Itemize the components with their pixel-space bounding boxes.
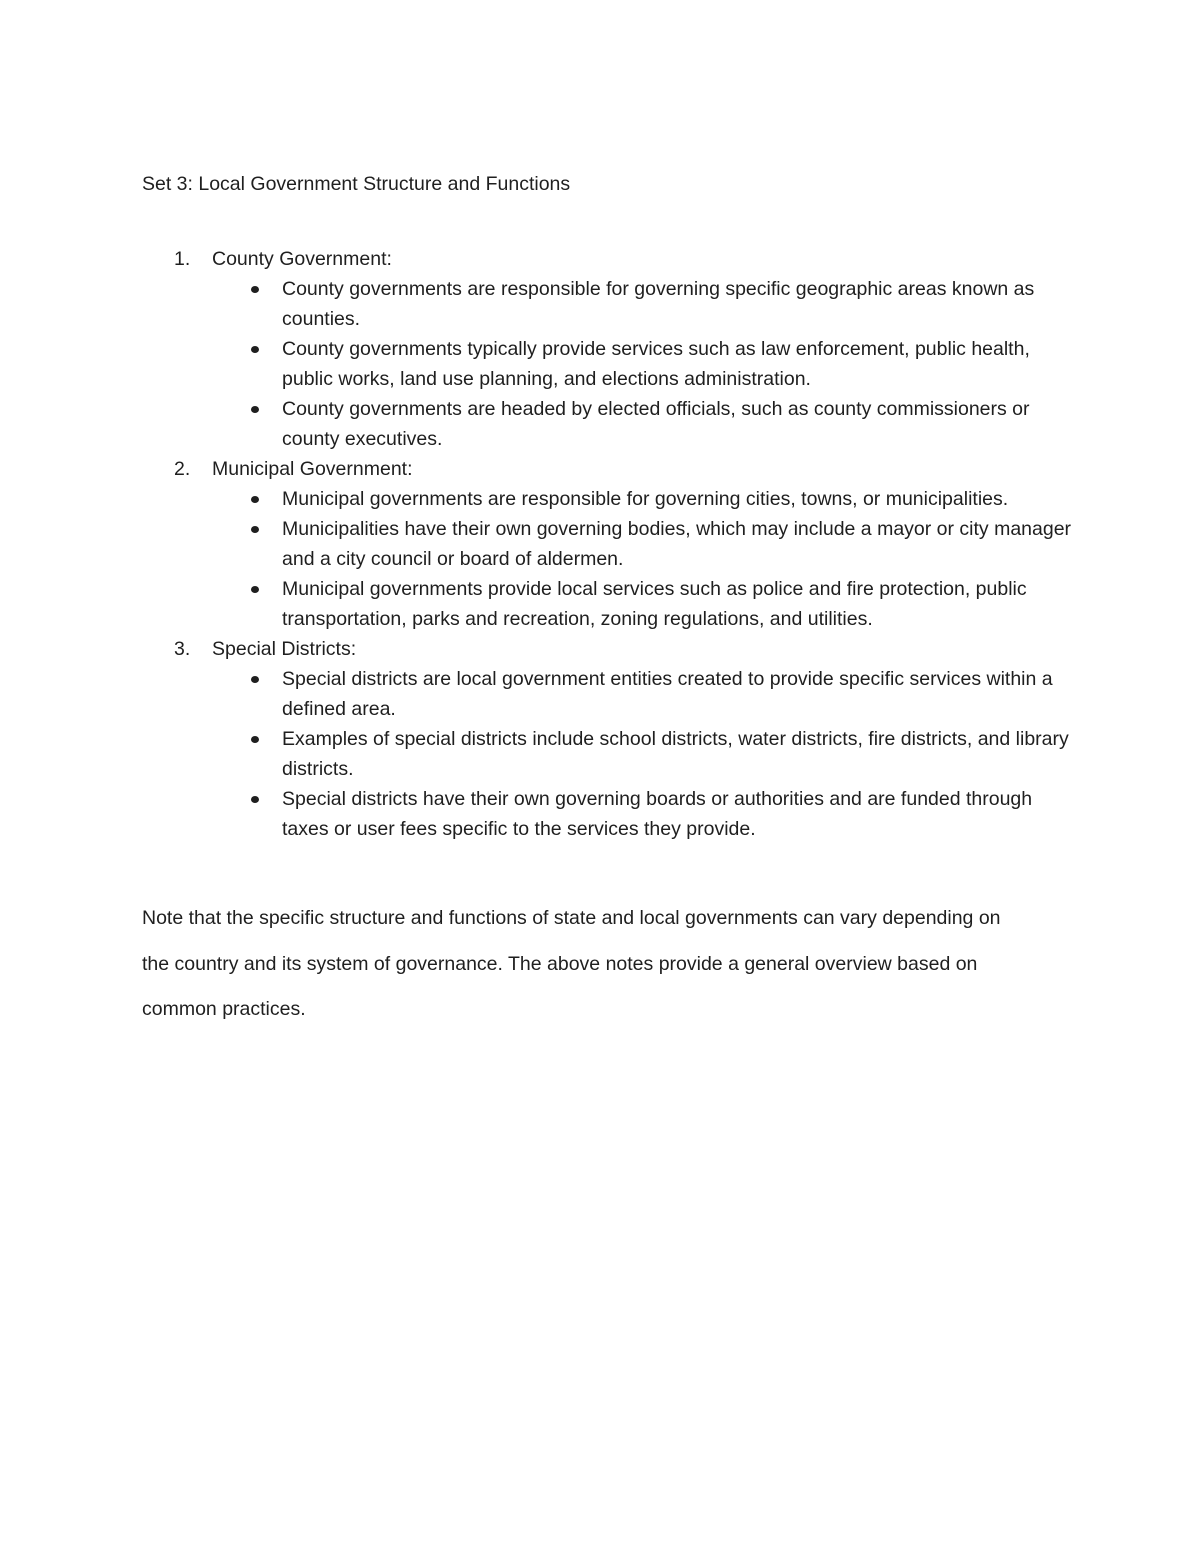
list-item <box>142 514 1072 574</box>
section-number: 2. <box>174 458 191 480</box>
bullet-list <box>142 274 1102 454</box>
bullet-icon <box>251 526 259 533</box>
bullet-text: Municipal governments are responsible for governing cities, towns, or municipalities. <box>282 488 1009 510</box>
bullet-icon <box>251 676 259 683</box>
list-item <box>142 574 1072 634</box>
list-item <box>142 724 1072 784</box>
bullet-icon <box>251 346 259 353</box>
section-heading-text: Special Districts: <box>212 638 357 660</box>
list-item <box>142 334 1072 394</box>
bullet-text: County governments are responsible for governing specific geographic areas known as counties. <box>282 278 1035 330</box>
list-item <box>142 274 1072 334</box>
section-number: 1. <box>174 248 191 270</box>
list-item <box>142 784 1072 844</box>
section-heading <box>142 454 1102 484</box>
bullet-icon <box>251 586 259 593</box>
bullet-icon <box>251 496 259 503</box>
bullet-text: Municipalities have their own governing bodies, which may include a mayor or city manager and a city council or board of aldermen. <box>282 518 1072 570</box>
bullet-icon <box>251 286 259 293</box>
section-heading-text: County Government: <box>212 248 392 270</box>
list-item <box>142 394 1072 454</box>
document-title: Set 3: Local Government Structure and Functions <box>142 173 571 195</box>
list-item <box>142 484 1072 514</box>
section-heading <box>142 244 1102 274</box>
bullet-icon <box>251 406 259 413</box>
list-item <box>142 664 1072 724</box>
section-heading <box>142 634 1102 664</box>
bullet-list <box>142 664 1102 844</box>
bullet-list <box>142 484 1102 634</box>
bullet-text: County governments typically provide services such as law enforcement, public health, public works, land use planning, and elections administration. <box>282 338 1030 390</box>
bullet-text: Examples of special districts include school districts, water districts, fire districts, and library districts. <box>282 728 1069 780</box>
section-item-county-government <box>142 244 1102 454</box>
section-number: 3. <box>174 638 191 660</box>
bullet-icon <box>251 736 259 743</box>
section-item-municipal-government <box>142 454 1102 634</box>
bullet-text: Special districts have their own governing boards or authorities and are funded through taxes or user fees specific to the services they provide. <box>282 788 1033 840</box>
section-item-special-districts <box>142 634 1102 844</box>
bullet-text: Municipal governments provide local services such as police and fire protection, public transportation, parks and recreation, zoning regulations, and utilities. <box>282 578 1027 630</box>
bullet-icon <box>251 796 259 803</box>
closing-note: Note that the specific structure and functions of state and local governments can vary depending on the country and its system of governance. The above notes provide a general overview based on common practices. <box>142 907 1001 1020</box>
section-heading-text: Municipal Government: <box>212 458 413 480</box>
section-list <box>142 244 1102 844</box>
bullet-text: County governments are headed by elected officials, such as county commissioners or county executives. <box>282 398 1030 450</box>
bullet-text: Special districts are local government entities created to provide specific services within a defined area. <box>282 668 1053 720</box>
